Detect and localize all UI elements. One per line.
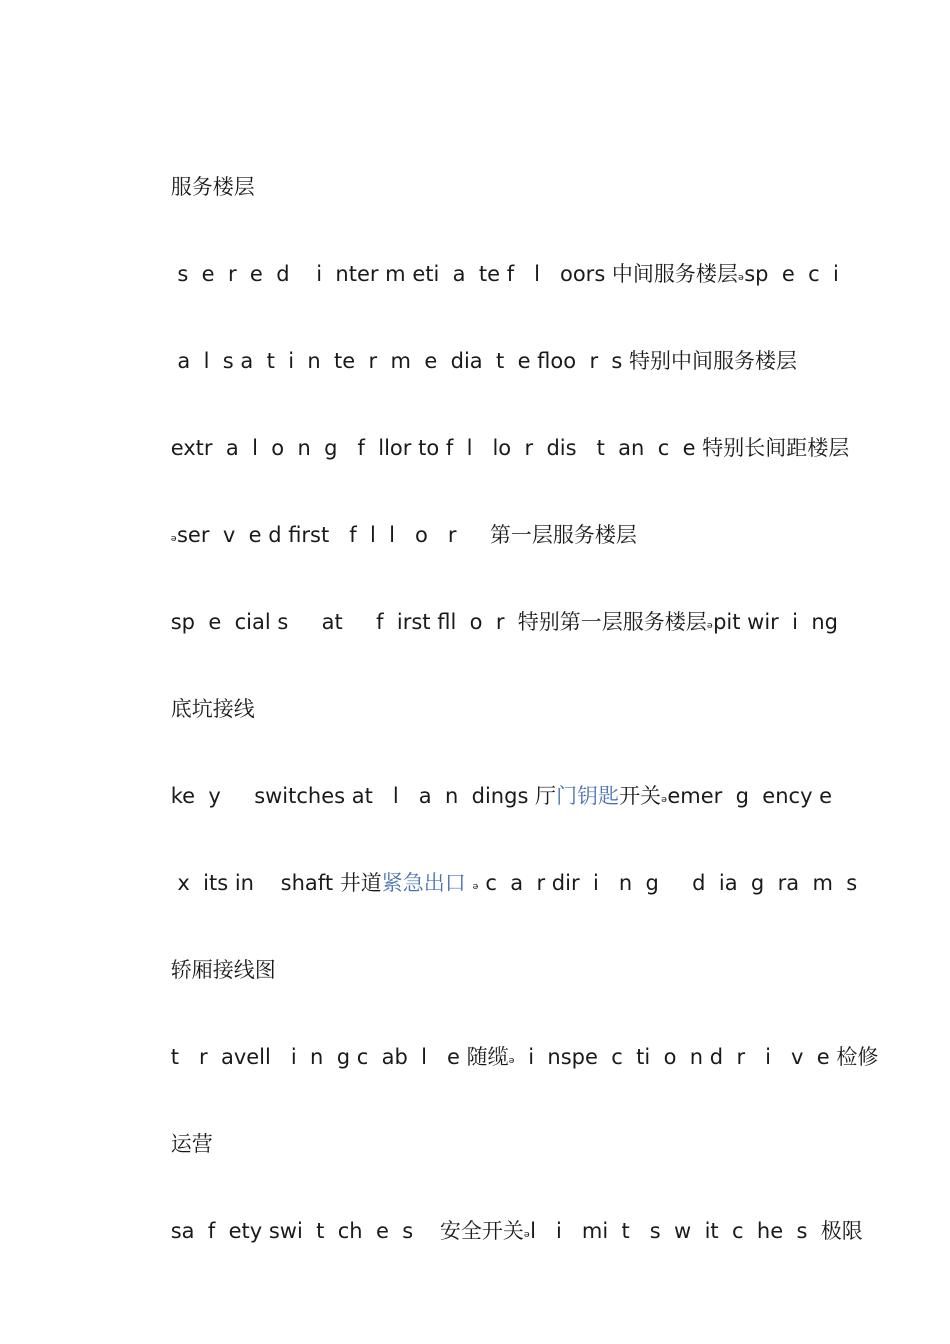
text-segment: s e r e d i nter m eti a te f l oors 中间服务楼层 bbox=[170, 262, 738, 286]
text-segment: a l s a t i n te r m e dia t e floo r s 特别中间服务楼层 bbox=[170, 349, 798, 373]
bullet-symbol: ₔ bbox=[706, 614, 714, 632]
text-segment: 底坑接线 bbox=[170, 697, 255, 721]
text-line bbox=[144, 133, 830, 199]
text-segment: x its in shaft 井道 bbox=[170, 871, 382, 895]
text-line bbox=[144, 829, 858, 895]
text-segment: 开关 bbox=[619, 784, 662, 808]
text-segment: sa f ety swi t ch e s 安全开关 bbox=[170, 1219, 524, 1243]
text-line bbox=[144, 220, 839, 286]
text-line bbox=[144, 394, 850, 460]
text-line bbox=[144, 1003, 879, 1069]
bullet-symbol: ₔ bbox=[661, 788, 668, 806]
text-segment: 轿厢接线图 bbox=[170, 958, 276, 982]
text-segment: ser v e d first f l l o r 第一层服务楼层 bbox=[176, 523, 637, 547]
hyperlink-emergency-exit[interactable]: 紧急出口 bbox=[381, 871, 466, 895]
text-segment: pit wir i ng bbox=[713, 610, 838, 634]
text-line bbox=[144, 481, 830, 547]
bullet-symbol: ₔ bbox=[472, 875, 479, 893]
bullet-symbol: ₔ bbox=[170, 527, 177, 545]
bullet-symbol: ₔ bbox=[737, 266, 745, 284]
text-line bbox=[144, 307, 830, 373]
text-line bbox=[144, 655, 830, 721]
text-segment: sp e cial s at f irst fll o r 特别第一层服务楼层 bbox=[170, 610, 707, 634]
text-segment: ke y switches at l a n dings 厅 bbox=[170, 784, 557, 808]
text-line bbox=[144, 742, 833, 808]
text-segment: 服务楼层 bbox=[170, 175, 255, 199]
text-segment: emer g ency e bbox=[667, 784, 833, 808]
bullet-symbol: ₔ bbox=[508, 1049, 515, 1067]
text-line bbox=[144, 1090, 830, 1156]
text-line bbox=[144, 916, 830, 982]
bullet-symbol: ₔ bbox=[523, 1223, 531, 1241]
text-segment: l i mi t s w it c he s 极限 bbox=[530, 1219, 863, 1243]
text-segment: sp e c i bbox=[744, 262, 839, 286]
hyperlink-landing-key[interactable]: 门钥匙 bbox=[556, 784, 620, 808]
text-segment: c a r dir i n g d ia g ra m s bbox=[478, 871, 858, 895]
text-segment: t r avell i n g c ab l e 随缆 bbox=[170, 1045, 509, 1069]
text-segment: extr a l o n g f llor to f l lo r dis t an c e 特别长间距楼层 bbox=[170, 436, 850, 460]
text-line bbox=[144, 568, 838, 634]
text-line bbox=[144, 1177, 863, 1243]
text-segment: 运营 bbox=[170, 1132, 213, 1156]
text-segment: i nspe c ti o n d r i v e 检修 bbox=[514, 1045, 879, 1069]
